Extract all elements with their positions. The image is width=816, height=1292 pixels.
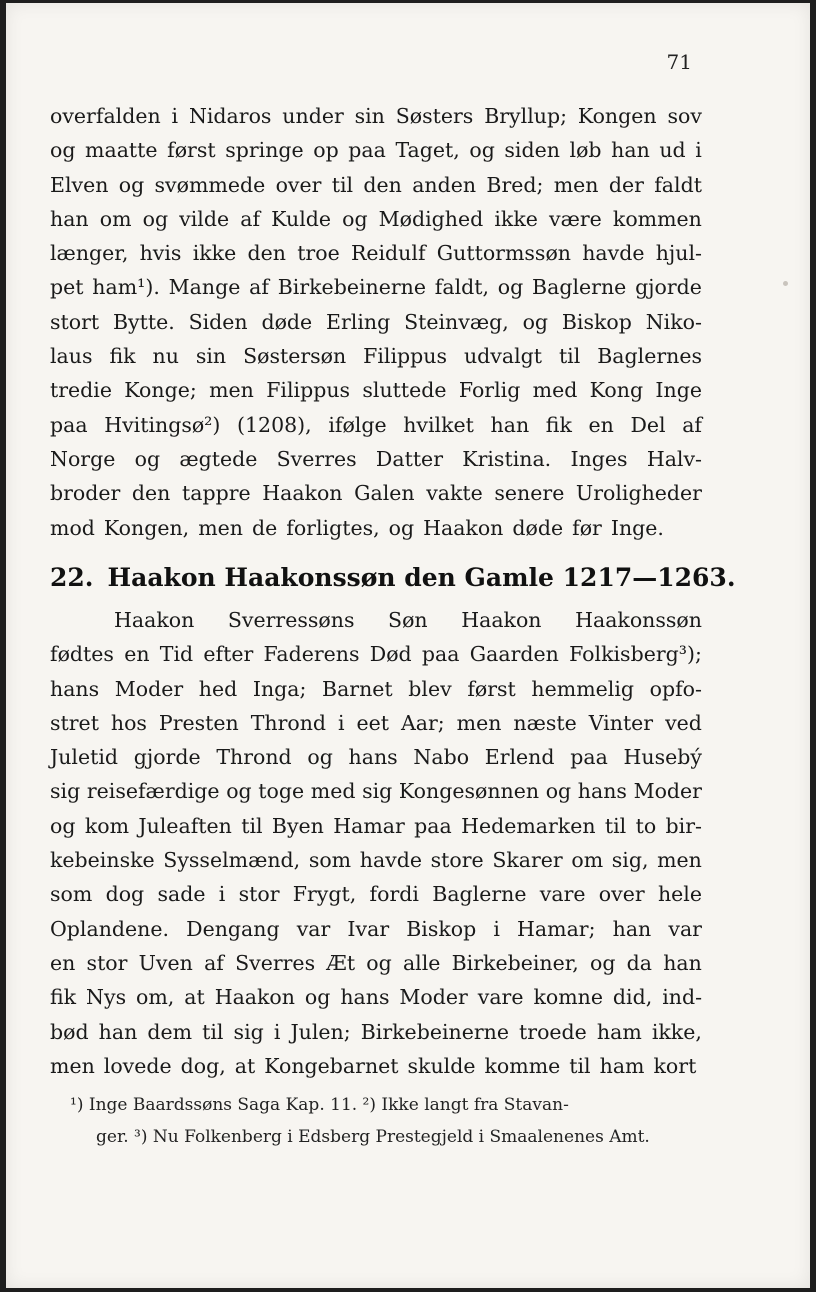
text-line: laus fik nu sin Søstersøn Filippus udvalgt til Baglernes	[50, 344, 702, 369]
text-line: stret hos Presten Thrond i eet Aar; men næste Vinter ved	[50, 710, 702, 735]
text-line: hans Moder hed Inga; Barnet blev først hemmelig opfo-	[50, 676, 702, 701]
text-line: fødtes en Tid efter Faderens Død paa Gaarden Folkisberg³);	[50, 642, 702, 667]
text-line: fik Nys om, at Haakon og hans Moder vare komne did, ind-	[50, 985, 702, 1010]
text-line: Norge og ægtede Sverres Datter Kristina. Inges Halv-	[50, 446, 702, 471]
text-line: som dog sade i stor Frygt, fordi Baglerne vare over hele	[50, 882, 702, 907]
text-line: Elven og svømmede over til den anden Bred; men der faldt	[50, 172, 702, 197]
text-line: en stor Uven af Sverres Æt og alle Birkebeiner, og da han	[50, 950, 702, 975]
paragraph-1	[50, 99, 702, 545]
text-line: paa Hvitingsø²) (1208), ifølge hvilket han fik en Del af	[50, 412, 702, 437]
text-line: kebeinske Sysselmænd, som havde store Skarer om sig, men	[50, 848, 702, 873]
text-line: overfalden i Nidaros under sin Søsters Bryllup; Kongen sov	[50, 104, 702, 128]
text-line: Juletid gjorde Thrond og hans Nabo Erlend paa Husebý	[50, 745, 702, 770]
text-line: pet ham¹). Mange af Birkebeinerne faldt, og Baglerne gjorde	[50, 275, 702, 300]
footnote-line: ¹) Inge Baardssøns Saga Kap. 11. ²) Ikke langt fra Stavan-	[70, 1095, 569, 1115]
book-page	[6, 3, 810, 1288]
text-line: mod Kongen, men de forligtes, og Haakon døde før Inge.	[50, 515, 664, 540]
text-line: Haakon Sverressøns Søn Haakon Haakonssøn	[114, 608, 702, 632]
text-line: broder den tappre Haakon Galen vakte senere Uroligheder	[50, 481, 702, 506]
text-line: han om og vilde af Kulde og Mødighed ikke være kommen	[50, 206, 702, 231]
section-number: 22.	[50, 563, 94, 592]
text-line: tredie Konge; men Filippus sluttede Forlig med Kong Inge	[50, 378, 702, 403]
paragraph-2	[50, 603, 702, 1083]
section-heading	[50, 563, 736, 592]
text-line: og maatte først springe op paa Taget, og siden løb han ud i	[50, 138, 702, 163]
text-line: bød han dem til sig i Julen; Birkebeinerne troede ham ikke,	[50, 1019, 702, 1044]
text-line: sig reisefærdige og toge med sig Kongesønnen og hans Moder	[50, 779, 702, 804]
page-number: 71	[666, 50, 692, 74]
text-line: længer, hvis ikke den troe Reidulf Guttormssøn havde hjul-	[50, 241, 702, 266]
text-line: stort Bytte. Siden døde Erling Steinvæg, og Biskop Niko-	[50, 309, 702, 334]
paper-speck	[783, 281, 788, 286]
text-line: Oplandene. Dengang var Ivar Biskop i Hamar; han var	[50, 916, 702, 941]
text-line: og kom Juleaften til Byen Hamar paa Hedemarken til to bir-	[50, 813, 702, 838]
footnotes	[70, 1089, 710, 1153]
footnote-line: ger. ³) Nu Folkenberg i Edsberg Prestegjeld i Smaalenenes Amt.	[96, 1127, 650, 1147]
text-line: men lovede dog, at Kongebarnet skulde komme til ham kort	[50, 1053, 697, 1078]
section-title: Haakon Haakonssøn den Gamle 1217—1263.	[107, 563, 736, 592]
